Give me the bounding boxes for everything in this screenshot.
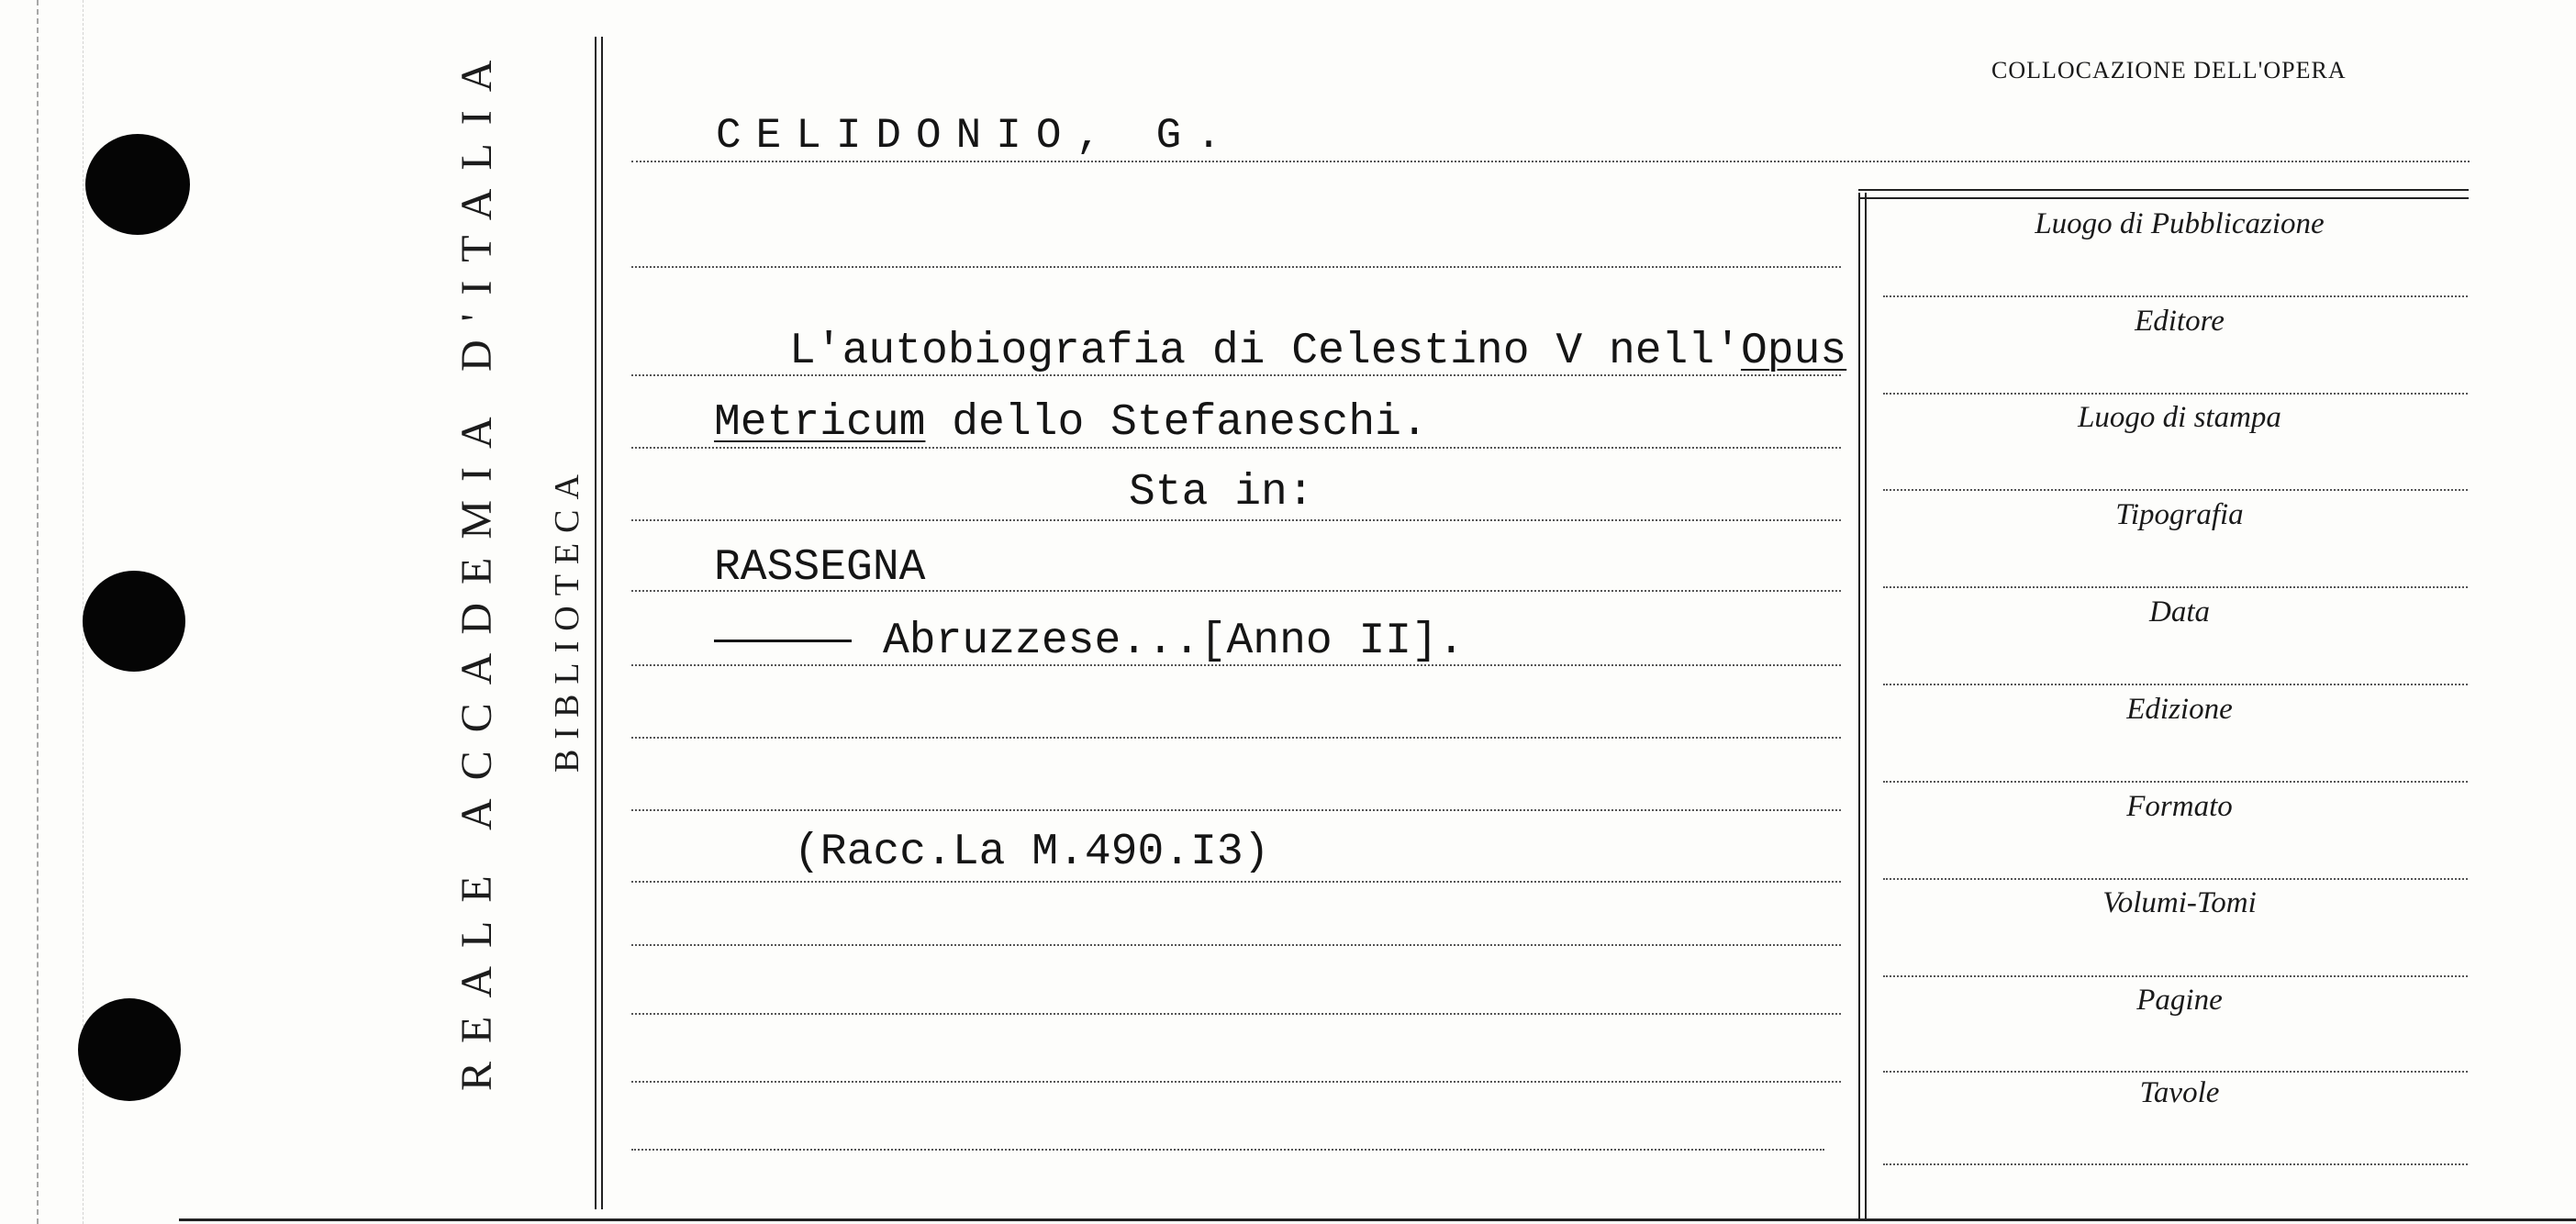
field-luogo-pubblicazione: Luogo di Pubblicazione xyxy=(2035,207,2325,240)
institution-name: REALE ACCADEMIA D'ITALIA xyxy=(452,41,501,1091)
left-double-rule xyxy=(595,37,597,1209)
collocation-header: COLLOCAZIONE DELL'OPERA xyxy=(1991,57,2347,83)
field-ruling-line xyxy=(1883,489,2468,491)
title-line-1-text: L'autobiografia di Celestino V nell' xyxy=(789,327,1741,376)
ruling-line xyxy=(631,266,1841,268)
field-formato: Formato xyxy=(2126,790,2233,823)
field-ruling-line xyxy=(1883,295,2468,297)
title-underlined-word: Opus xyxy=(1740,327,1847,376)
field-ruling-line xyxy=(1883,586,2468,588)
title-line-2-text: dello Stefaneschi. xyxy=(925,398,1428,448)
field-editore: Editore xyxy=(2135,305,2225,338)
field-ruling-line xyxy=(1883,781,2468,783)
punch-hole-bottom xyxy=(78,998,181,1101)
author-name: CELIDONIO, G. xyxy=(716,112,1236,160)
field-ruling-line xyxy=(1883,684,2468,685)
card-left-edge xyxy=(37,0,39,1224)
field-pagine: Pagine xyxy=(2136,984,2223,1017)
journal-subtitle-text: Abruzzese...[Anno II]. xyxy=(883,617,1465,666)
sta-in-label: Sta in: xyxy=(1129,468,1314,517)
right-panel-top-rule-inner xyxy=(1858,197,2469,199)
ruling-line xyxy=(631,737,1841,739)
right-panel-rule xyxy=(1858,193,1860,1220)
ruling-line xyxy=(631,1149,1824,1151)
left-double-rule-inner xyxy=(601,37,603,1209)
card-bottom-edge xyxy=(179,1218,2576,1221)
ruling-line xyxy=(631,1013,1841,1015)
journal-name: RASSEGNA xyxy=(714,543,926,593)
ruling-line xyxy=(631,809,1841,811)
field-ruling-line xyxy=(1883,878,2468,880)
library-name: BIBLIOTECA xyxy=(548,464,586,773)
ruling-line xyxy=(631,161,2470,162)
punch-hole-top xyxy=(85,134,190,235)
ruling-line xyxy=(631,881,1841,883)
right-panel-top-rule xyxy=(1858,189,2469,191)
title-line-1 xyxy=(789,327,1846,376)
title-underlined-word: Metricum xyxy=(714,398,926,448)
journal-subtitle xyxy=(714,617,1465,666)
field-tipografia: Tipografia xyxy=(2115,498,2244,531)
field-volumi-tomi: Volumi-Tomi xyxy=(2102,886,2257,919)
field-ruling-line xyxy=(1883,393,2468,395)
ditto-dash xyxy=(714,640,852,642)
field-ruling-line xyxy=(1883,1163,2468,1165)
ruling-line xyxy=(631,944,1841,946)
field-ruling-line xyxy=(1883,1071,2468,1073)
field-tavole: Tavole xyxy=(2139,1076,2220,1109)
field-data: Data xyxy=(2149,595,2210,629)
right-panel-rule-inner xyxy=(1865,193,1867,1220)
title-line-2 xyxy=(714,398,1428,448)
field-edizione: Edizione xyxy=(2126,693,2233,726)
shelfmark: (Racc.La M.490.I3) xyxy=(794,828,1270,877)
field-luogo-stampa: Luogo di stampa xyxy=(2078,401,2281,434)
ruling-line xyxy=(631,1081,1841,1083)
field-ruling-line xyxy=(1883,975,2468,977)
ruling-line xyxy=(631,519,1841,521)
punch-hole-middle xyxy=(83,571,185,672)
